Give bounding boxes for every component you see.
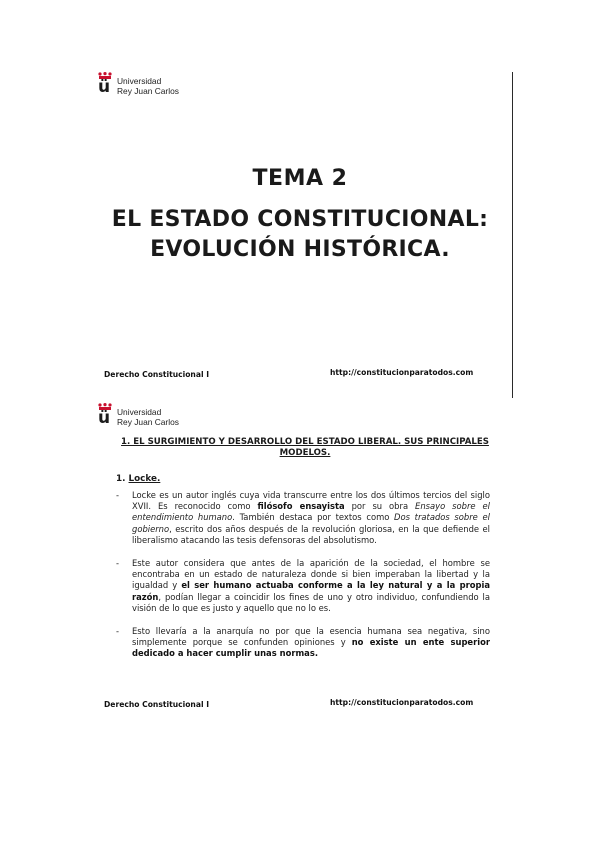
section-heading-line1: 1. EL SURGIMIENTO Y DESARROLLO DEL ESTADO LIBERAL. SUS PRINCIPALES	[121, 437, 489, 447]
slide-title	[90, 205, 510, 265]
logo-mark	[98, 403, 114, 429]
list-item	[116, 490, 490, 546]
footer-url[interactable]: http://constitucionparatodos.com	[330, 698, 474, 707]
tema-number: TEMA 2	[252, 166, 348, 191]
title-line-2: EVOLUCIÓN HISTÓRICA.	[150, 237, 450, 262]
logo-u-glyph: ü	[98, 408, 111, 428]
title-slide	[0, 0, 600, 392]
title-line-1: EL ESTADO CONSTITUCIONAL:	[111, 207, 489, 232]
text-run: por su obra	[344, 501, 416, 512]
subsection-number: 1.	[116, 474, 129, 484]
logo-line2: Rey Juan Carlos	[117, 417, 179, 427]
logo-mark	[98, 72, 114, 98]
bold-run: el ser humano actuaba conforme a la ley natural y a la propia razón	[132, 580, 490, 602]
section-heading-line2: MODELOS.	[279, 448, 331, 458]
bold-run: filósofo ensayista	[257, 501, 345, 512]
list-item	[116, 558, 490, 614]
text-run: , podían llegar a coincidir los fines de uno y otro individuo, confundiendo la visión de lo que es justo y aquello que no lo es.	[132, 591, 490, 613]
logo-text	[117, 72, 179, 96]
italic-run: Dos tratados sobre el gobierno	[132, 512, 491, 534]
footer-url[interactable]: http://constitucionparatodos.com	[330, 368, 474, 377]
logo-line1: Universidad	[117, 76, 162, 86]
text-run: Esto llevaría a la anarquía no por que la esencia humana sea negativa, sino simplemente porque se confunden opiniones y	[132, 626, 490, 648]
bullet-dash: -	[116, 626, 120, 637]
university-logo	[98, 72, 179, 98]
text-run: , escrito dos años después de la revolución gloriosa, en la que defiende el liberalismo atacando las tesis defensoras del absolutismo.	[132, 523, 490, 545]
logo-text	[117, 403, 179, 427]
text-run: Locke es un autor inglés cuya vida transcurre entre los dos últimos tercios del siglo XVII. Es reconocido como	[132, 490, 490, 512]
logo-u-glyph: ü	[98, 77, 111, 97]
subsection-heading	[116, 474, 160, 484]
footer-course: Derecho Constitucional I	[104, 370, 210, 379]
logo-line2: Rey Juan Carlos	[117, 86, 179, 96]
content-slide	[0, 392, 600, 722]
logo-line1: Universidad	[117, 407, 162, 417]
section-heading	[112, 437, 498, 459]
text-run: Este autor considera que antes de la aparición de la sociedad, el hombre se encontraba en un estado de naturaleza donde si bien imperaban la libertad y la igualdad y	[132, 558, 490, 591]
bold-run: no existe un ente superior dedicado a hacer cumplir unas normas.	[132, 637, 490, 659]
bullet-dash: -	[116, 558, 120, 569]
university-logo	[98, 403, 179, 429]
footer-course: Derecho Constitucional I	[104, 700, 210, 709]
bullet-dash: -	[116, 490, 120, 500]
bullet-list	[116, 490, 490, 660]
italic-run: Ensayo sobre el entendimiento humano	[132, 501, 490, 523]
text-run: . También destaca por textos como	[232, 512, 395, 523]
list-item	[116, 626, 490, 660]
subsection-label: Locke.	[128, 474, 161, 484]
